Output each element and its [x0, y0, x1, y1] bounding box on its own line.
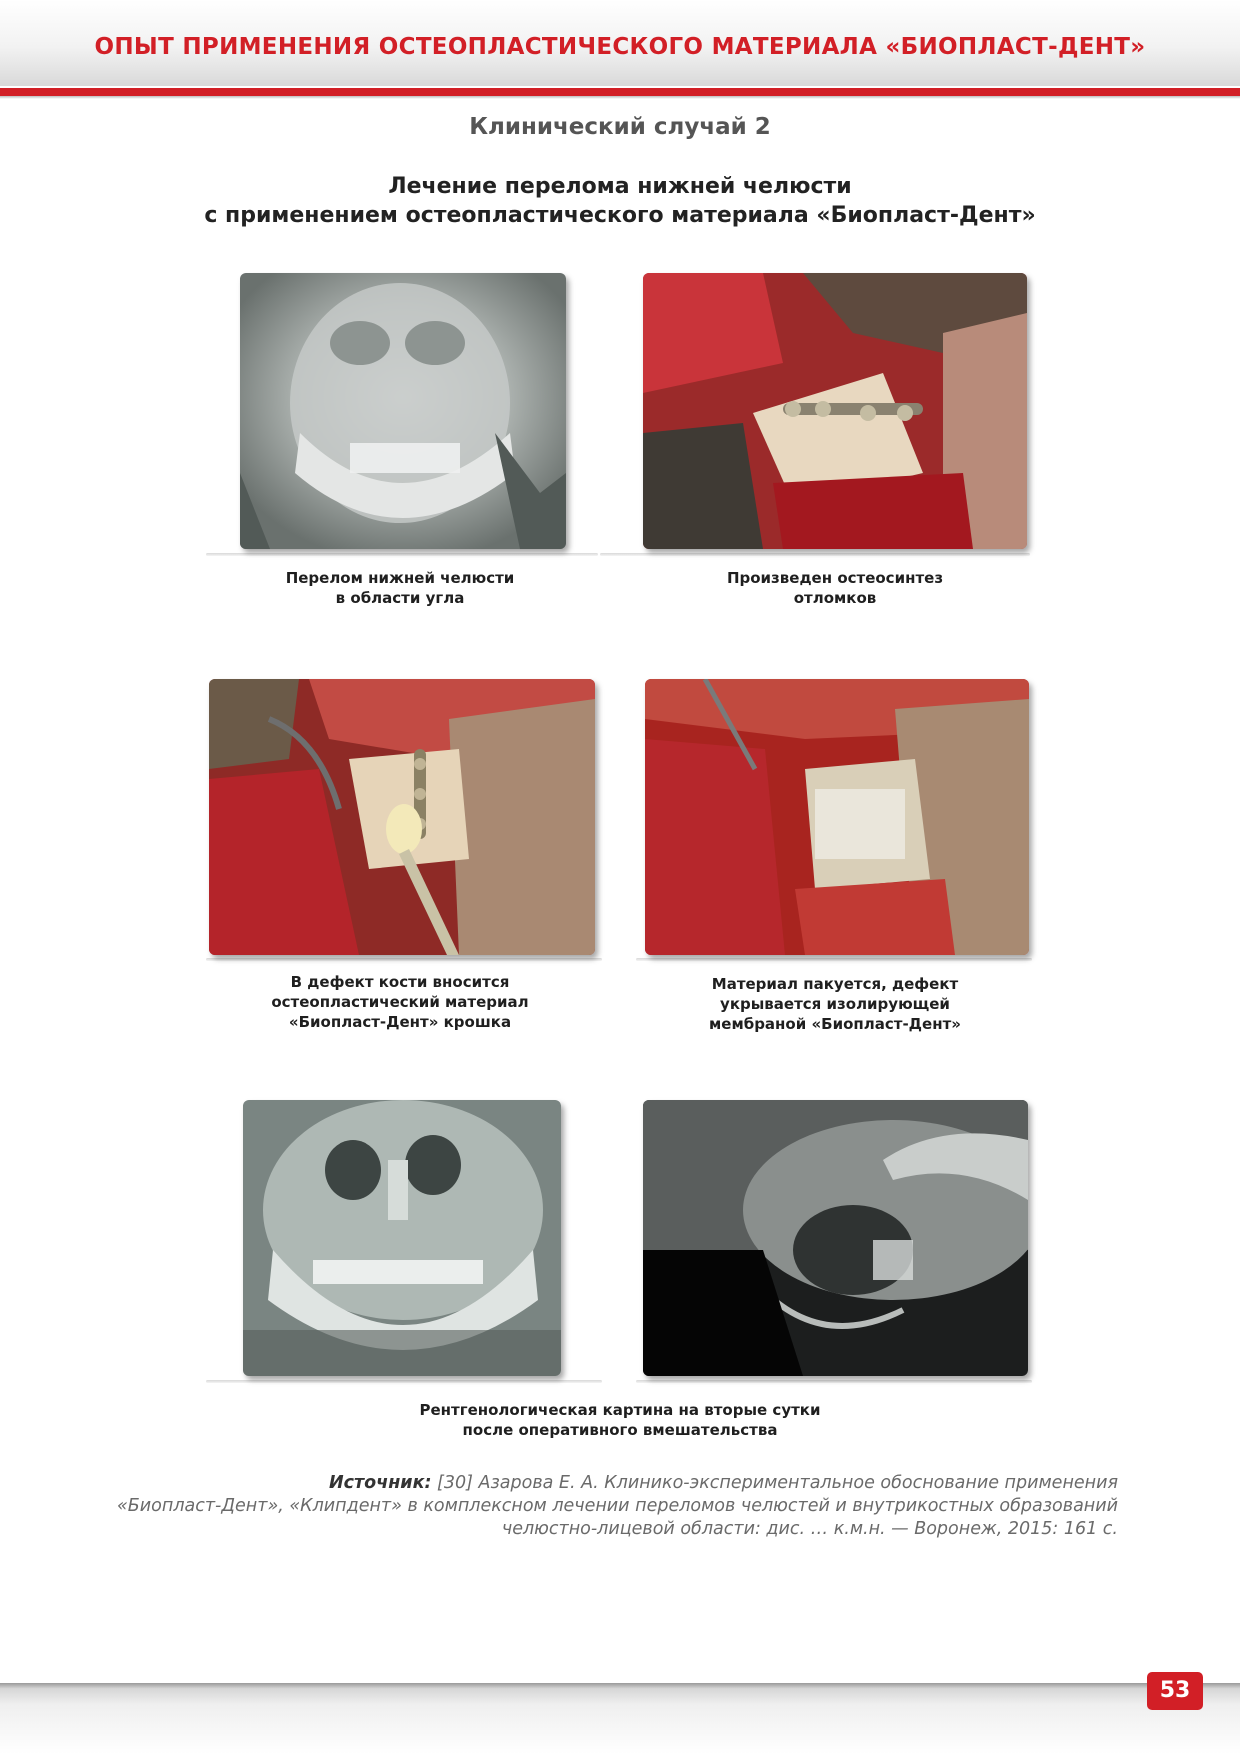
figure-2-caption: [640, 568, 1030, 608]
caption-line: мембраной «Биопласт-Дент»: [709, 1015, 961, 1033]
header-red-rule: [0, 88, 1240, 96]
photo-shadow: [636, 958, 1032, 961]
case-title: Клинический случай 2: [469, 114, 771, 140]
caption-line: Материал пакуется, дефект: [711, 975, 959, 993]
photo-xray-fracture: [240, 273, 566, 549]
photo-membrane: [645, 679, 1029, 955]
photo-xray-postop-frontal: [243, 1100, 561, 1376]
caption-line: Перелом нижней челюсти: [285, 569, 515, 587]
main-title-line1: Лечение перелома нижней челюсти: [388, 174, 852, 199]
source-line2: «Биопласт-Дент», «Клипдент» в комплексном лечении переломов челюстей и внутрикостных образований: [117, 1496, 1118, 1516]
source-label: Источник:: [329, 1473, 432, 1493]
photo-shadow: [636, 1380, 1032, 1383]
caption-line: отломков: [793, 589, 877, 607]
caption-line: Произведен остеосинтез: [726, 569, 944, 587]
membrane-image: [645, 679, 1029, 955]
page-header: [0, 0, 1240, 86]
source-citation: [100, 1472, 1118, 1541]
material-insertion-image: [209, 679, 595, 955]
source-line1: [100, 1472, 1118, 1495]
photo-shadow: [600, 553, 1030, 556]
photo-xray-postop-lateral: [643, 1100, 1028, 1376]
photo-shadow: [206, 958, 602, 961]
figure-1-caption: [230, 568, 570, 608]
xray-postop-frontal-image: [243, 1100, 561, 1376]
source-line3: челюстно-лицевой области: дис. … к.м.н. — Воронеж, 2015: 161 с.: [501, 1519, 1118, 1539]
caption-line: в области угла: [335, 589, 465, 607]
photo-material-insertion: [209, 679, 595, 955]
photo-osteosynthesis: [643, 273, 1027, 549]
main-title-line2: с применением остеопластического материала «Биопласт-Дент»: [204, 203, 1036, 228]
figure-4-caption: [640, 974, 1030, 1034]
caption-line: укрывается изолирующей: [720, 995, 950, 1013]
caption-line: Рентгенологическая картина на вторые сутки: [419, 1401, 821, 1419]
osteosynthesis-image: [643, 273, 1027, 549]
xray-fracture-image: [240, 273, 566, 549]
photo-shadow: [206, 553, 598, 556]
xray-postop-lateral-image: [643, 1100, 1028, 1376]
figure-5-caption: [370, 1400, 870, 1440]
source-text: [30] Азарова Е. А. Клинико-экспериментальное обоснование применения: [437, 1473, 1118, 1493]
caption-line: «Биопласт-Дент» крошка: [288, 1013, 512, 1031]
caption-line: после оперативного вмешательства: [462, 1421, 778, 1439]
caption-line: остеопластический материал: [271, 993, 529, 1011]
caption-line: В дефект кости вносится: [290, 973, 510, 991]
figure-3-caption: [230, 972, 570, 1032]
main-title: [0, 172, 1240, 230]
page-footer: [0, 1683, 1240, 1754]
page-number: 53: [1147, 1672, 1203, 1710]
header-gray-rule: [0, 96, 1240, 99]
photo-shadow: [206, 1380, 602, 1383]
header-title: ОПЫТ ПРИМЕНЕНИЯ ОСТЕОПЛАСТИЧЕСКОГО МАТЕРИАЛА «БИОПЛАСТ-ДЕНТ»: [94, 34, 1146, 60]
